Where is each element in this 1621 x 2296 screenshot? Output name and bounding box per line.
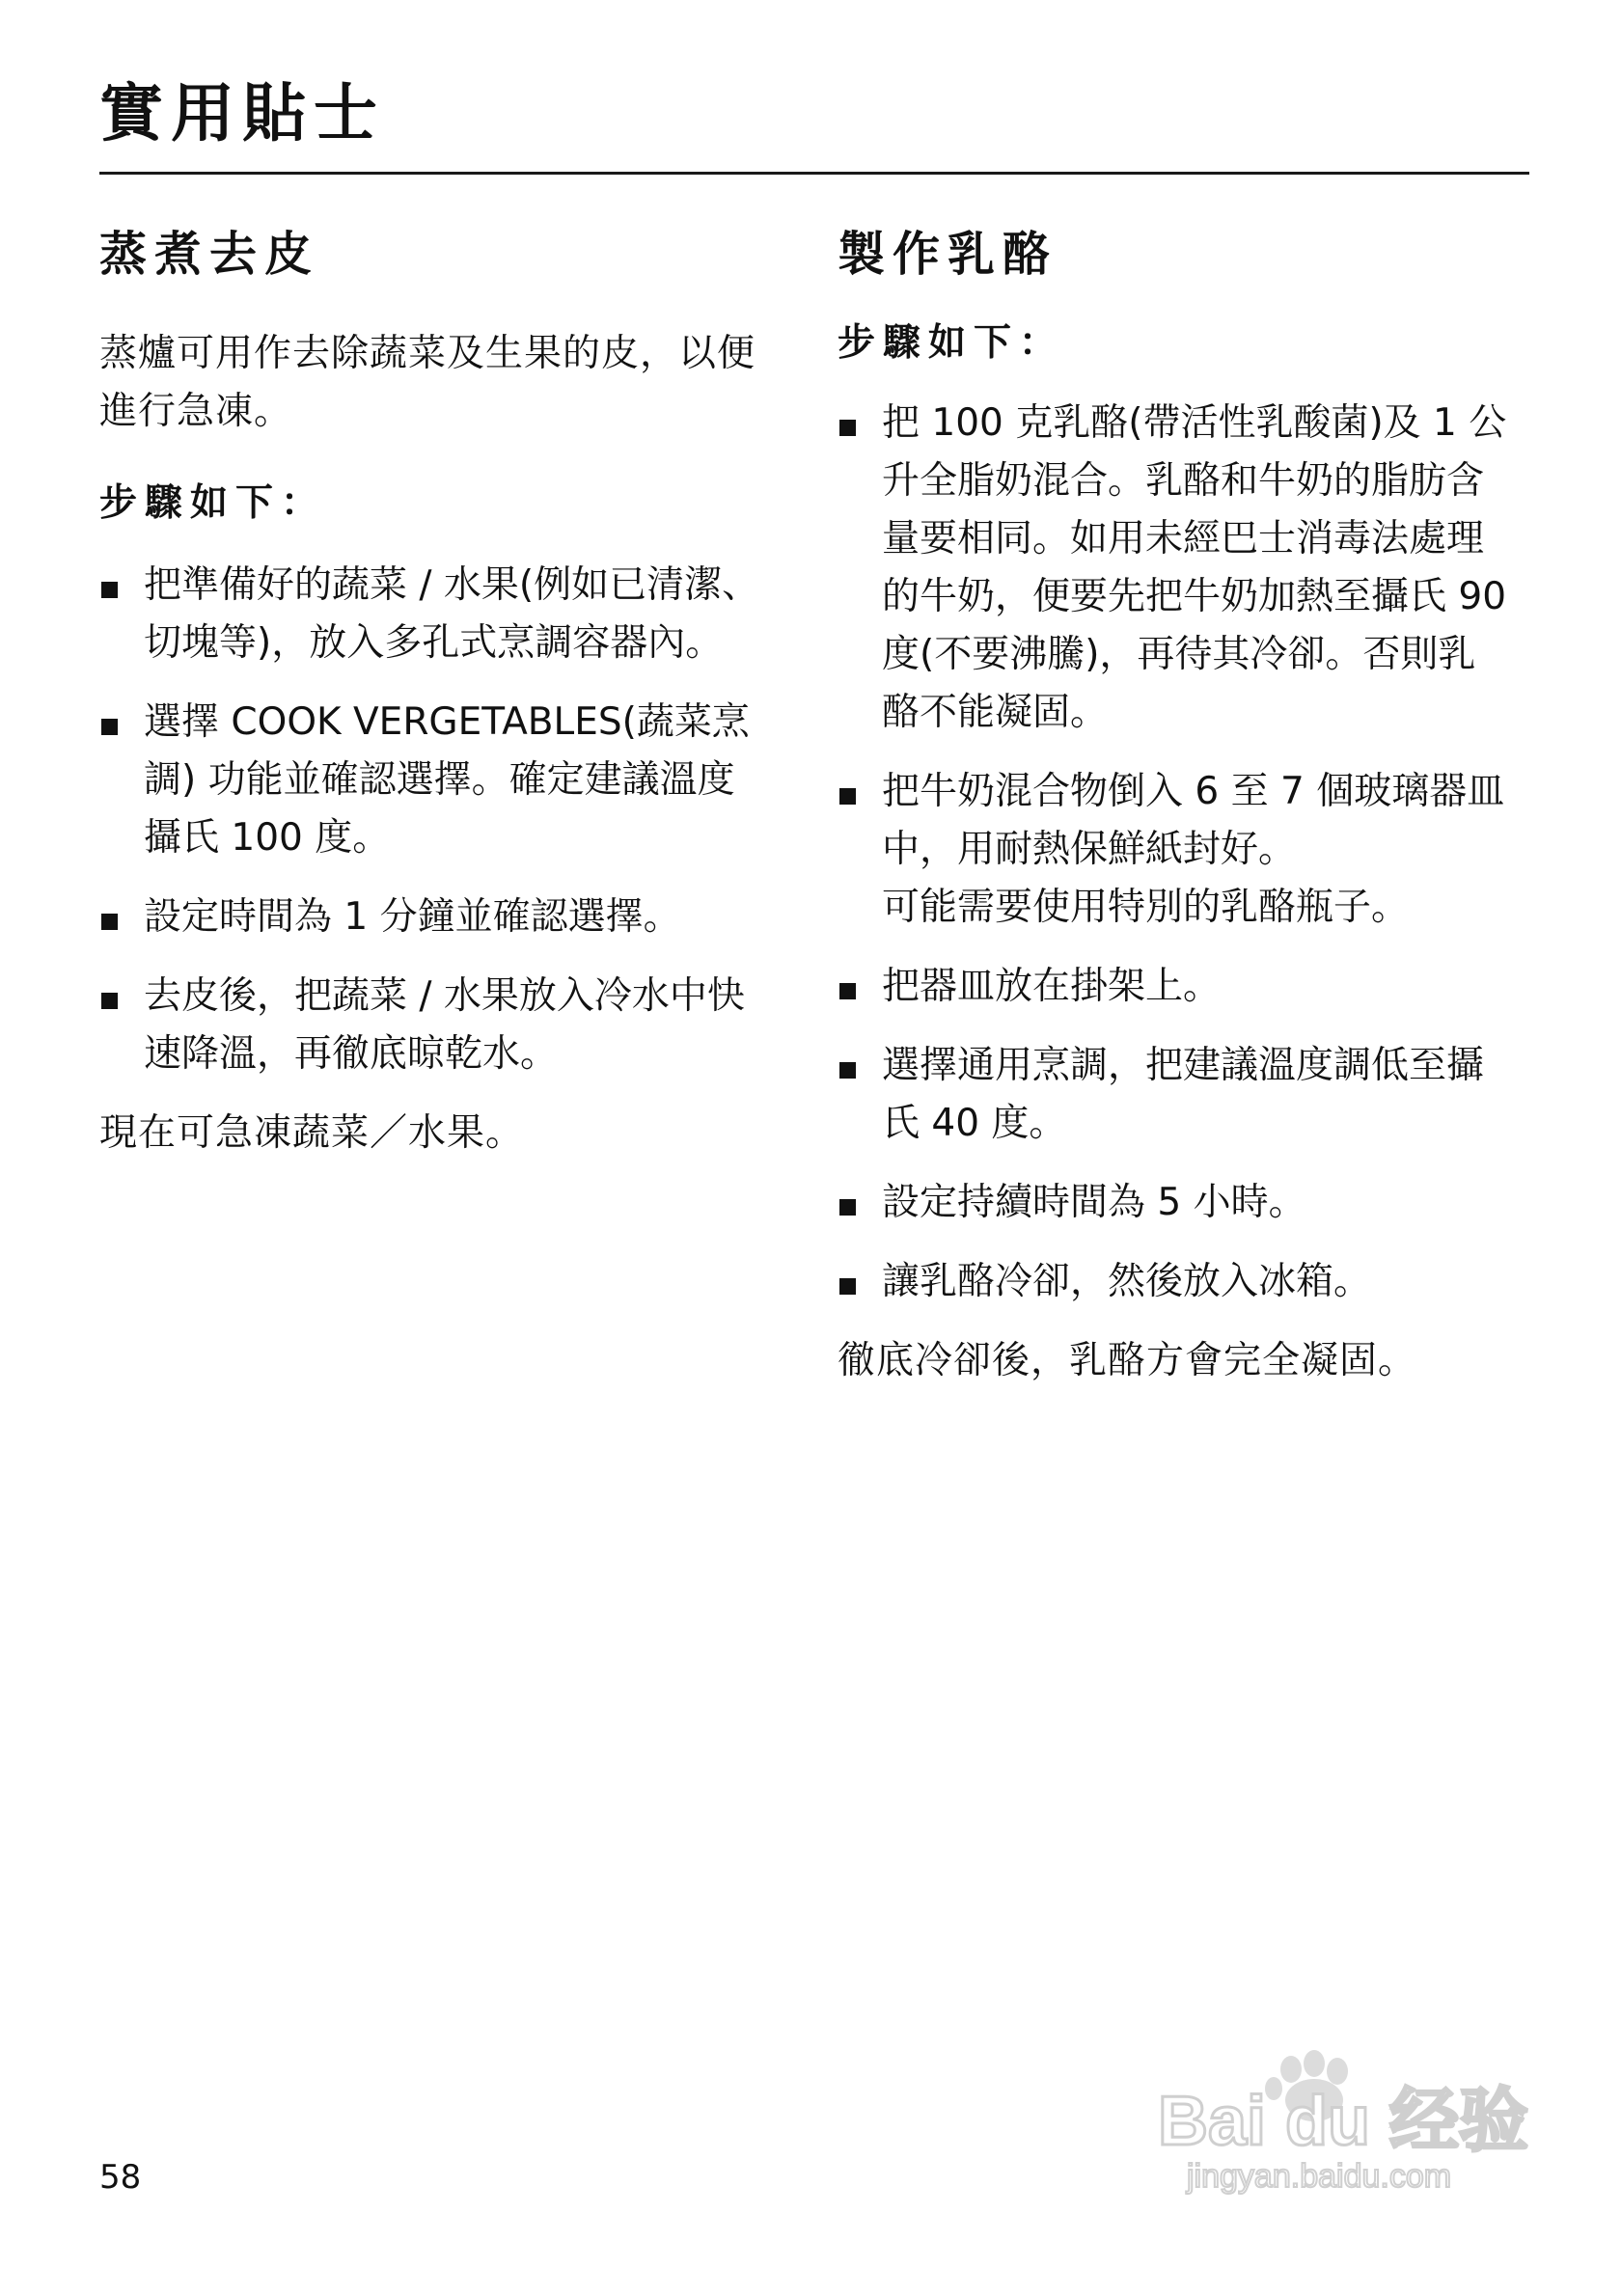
bullet-square-icon	[839, 1199, 856, 1216]
watermark-brand: Bai du 经验	[1158, 2083, 1529, 2160]
page-title: 實用貼士	[99, 76, 385, 150]
step-line: 速降溫，再徹底晾乾水。	[144, 1032, 559, 1077]
step-item	[99, 694, 794, 867]
bullet-square-icon	[839, 420, 856, 436]
yogurt-steps	[838, 395, 1532, 1311]
step-line: 設定時間為 1 分鐘並確認選擇。	[144, 895, 681, 940]
step-line: 設定持續時間為 5 小時。	[882, 1181, 1306, 1225]
steps-heading: 步驟如下：	[838, 320, 1065, 365]
step-line: 度(不要沸騰)，再待其冷卻。否則乳	[882, 633, 1476, 677]
step-item	[838, 1253, 1532, 1311]
steps-heading: 步驟如下：	[99, 480, 327, 525]
bullet-square-icon	[839, 1278, 856, 1295]
baidu-jingyan-watermark	[1148, 2050, 1553, 2195]
yogurt-closing: 徹底冷卻後，乳酪方會完全凝固。	[838, 1339, 1417, 1383]
step-line: 切塊等)，放入多孔式烹調容器內。	[144, 621, 724, 666]
step-line: 升全脂奶混合。乳酪和牛奶的脂肪含	[882, 459, 1485, 504]
steam-peeling-intro	[99, 325, 794, 441]
watermark-url: jingyan.baidu.com	[1187, 2158, 1452, 2195]
step-line: 酪不能凝固。	[882, 691, 1109, 735]
steam-peeling-section	[99, 222, 794, 1162]
step-line: 去皮後，把蔬菜 / 水果放入冷水中快	[144, 974, 745, 1019]
steam-peeling-steps	[99, 557, 794, 1083]
title-divider	[99, 172, 1529, 175]
intro-line: 蒸爐可用作去除蔬菜及生果的皮，以便	[99, 331, 756, 375]
step-line: 調) 功能並確認選擇。確定建議溫度	[144, 758, 735, 803]
step-item	[99, 557, 794, 672]
step-line: 選擇 COOK VERGETABLES(蔬菜烹	[144, 700, 750, 745]
step-line: 把 100 克乳酪(帶活性乳酸菌)及 1 公	[882, 401, 1507, 446]
step-line: 把器皿放在掛架上。	[882, 965, 1222, 1009]
step-line: 讓乳酪冷卻，然後放入冰箱。	[882, 1260, 1372, 1304]
step-line: 把牛奶混合物倒入 6 至 7 個玻璃器皿	[882, 770, 1505, 814]
step-line: 攝氏 100 度。	[144, 816, 391, 861]
step-item	[838, 958, 1532, 1016]
intro-line: 進行急凍。	[99, 389, 293, 433]
step-line: 氏 40 度。	[882, 1102, 1067, 1146]
step-item	[838, 1174, 1532, 1232]
bullet-square-icon	[839, 983, 856, 999]
section-title-steam-peeling: 蒸煮去皮	[99, 227, 320, 282]
step-line: 的牛奶，便要先把牛奶加熱至攝氏 90	[882, 575, 1507, 619]
step-line: 把準備好的蔬菜 / 水果(例如已清潔、	[144, 563, 760, 608]
step-item	[838, 395, 1532, 742]
section-title-yogurt: 製作乳酪	[838, 227, 1058, 282]
step-line: 量要相同。如用未經巴士消毒法處理	[882, 517, 1485, 561]
yogurt-section	[838, 222, 1532, 1390]
step-item	[838, 1037, 1532, 1153]
step-item	[838, 763, 1532, 937]
bullet-square-icon	[101, 719, 118, 735]
bullet-square-icon	[101, 993, 118, 1009]
page-number: 58	[99, 2158, 142, 2197]
step-item	[99, 888, 794, 946]
step-line: 中，用耐熱保鮮紙封好。	[882, 828, 1297, 872]
bullet-square-icon	[101, 914, 118, 930]
bullet-square-icon	[839, 788, 856, 805]
steam-peeling-closing: 現在可急凍蔬菜／水果。	[99, 1111, 525, 1156]
bullet-square-icon	[101, 582, 118, 598]
bullet-square-icon	[839, 1062, 856, 1079]
step-line: 選擇通用烹調，把建議溫度調低至攝	[882, 1044, 1485, 1088]
step-line: 可能需要使用特別的乳酪瓶子。	[882, 886, 1410, 930]
step-item	[99, 968, 794, 1083]
